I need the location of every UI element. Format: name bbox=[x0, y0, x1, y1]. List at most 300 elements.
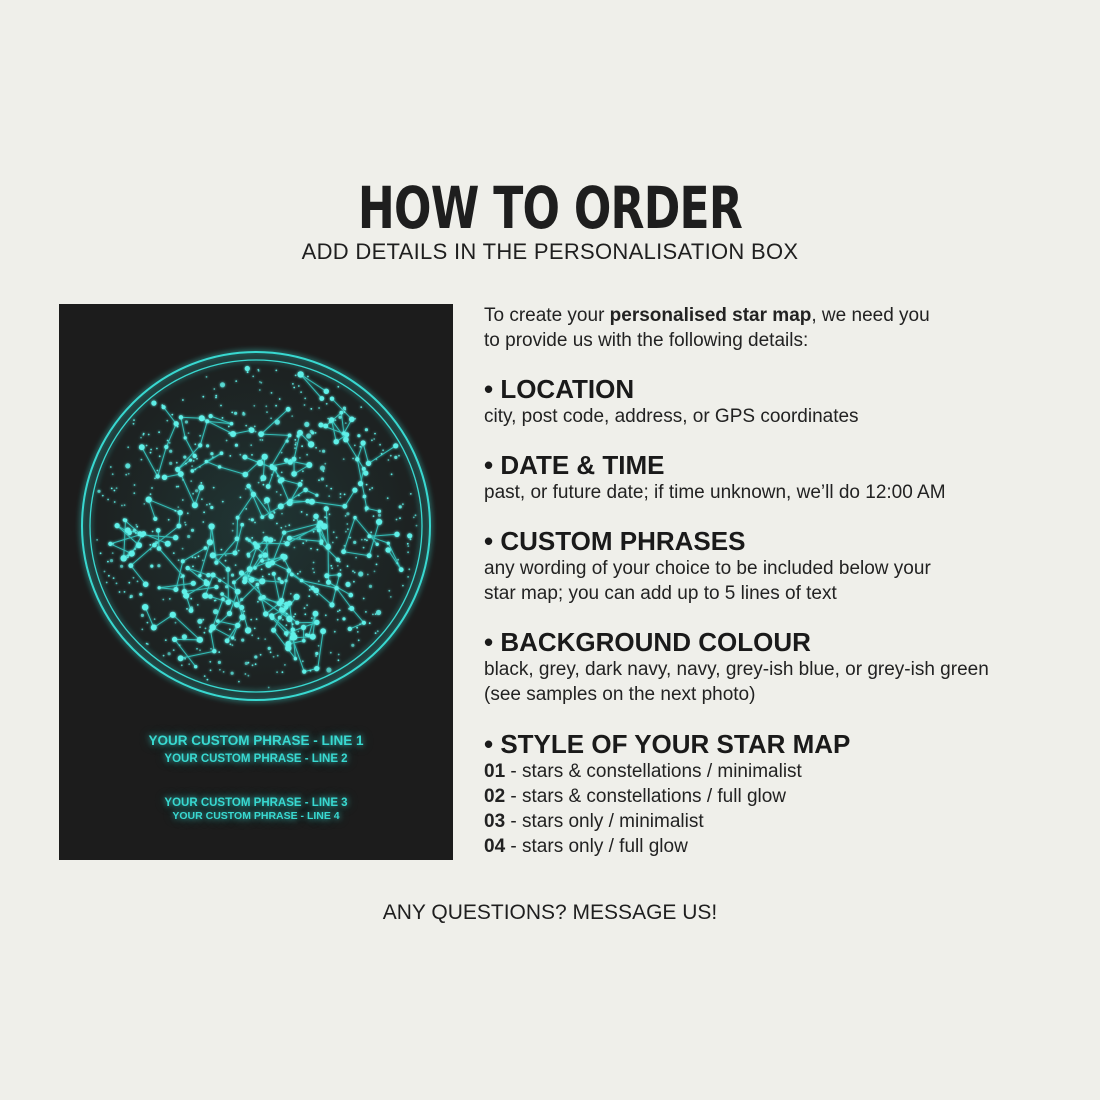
star bbox=[140, 437, 142, 439]
star bbox=[277, 655, 279, 657]
star bbox=[187, 535, 190, 538]
constellation-star bbox=[186, 566, 190, 570]
star bbox=[399, 517, 401, 519]
star bbox=[173, 552, 175, 554]
star bbox=[415, 514, 417, 516]
star bbox=[330, 488, 332, 490]
star bbox=[124, 504, 126, 506]
star bbox=[235, 444, 238, 447]
star bbox=[319, 450, 321, 452]
constellation-star bbox=[182, 574, 185, 577]
star bbox=[330, 565, 332, 567]
intro-text bbox=[484, 303, 1084, 353]
constellation-star bbox=[246, 484, 251, 489]
star bbox=[186, 608, 188, 610]
constellation-star bbox=[191, 581, 196, 586]
constellation-star bbox=[221, 597, 225, 601]
star bbox=[254, 426, 256, 428]
star bbox=[111, 488, 113, 490]
star bbox=[199, 649, 201, 651]
star bbox=[376, 564, 378, 566]
star bbox=[251, 454, 253, 456]
constellation-star bbox=[172, 637, 177, 642]
star bbox=[327, 418, 329, 420]
star bbox=[146, 445, 148, 447]
star bbox=[288, 524, 290, 526]
star bbox=[190, 480, 192, 482]
constellation-star bbox=[242, 455, 247, 460]
constellation-star bbox=[310, 634, 316, 640]
star bbox=[347, 528, 349, 530]
star bbox=[185, 420, 188, 423]
star bbox=[114, 490, 116, 492]
constellation-star bbox=[270, 560, 275, 565]
style-option bbox=[484, 809, 1084, 834]
star bbox=[137, 581, 139, 583]
constellation-star bbox=[142, 604, 148, 610]
constellation-star bbox=[318, 423, 323, 428]
star bbox=[245, 425, 247, 427]
constellation-star bbox=[156, 474, 160, 478]
star bbox=[337, 565, 339, 567]
star bbox=[304, 398, 306, 400]
style-option bbox=[484, 784, 1084, 809]
star bbox=[112, 543, 114, 545]
star bbox=[283, 560, 285, 562]
star bbox=[304, 422, 309, 427]
constellation-star bbox=[158, 586, 161, 589]
constellation-star bbox=[240, 523, 244, 527]
constellation-star bbox=[194, 665, 197, 668]
star bbox=[310, 408, 312, 410]
constellation-star bbox=[279, 607, 284, 612]
star bbox=[375, 632, 377, 634]
constellation-star bbox=[108, 542, 112, 546]
constellation-star bbox=[315, 494, 318, 497]
star bbox=[396, 562, 398, 564]
star bbox=[408, 568, 410, 570]
star bbox=[281, 452, 283, 454]
star bbox=[258, 482, 260, 484]
star bbox=[280, 494, 282, 496]
constellation-star bbox=[253, 541, 257, 545]
constellation-star bbox=[192, 502, 198, 508]
star bbox=[311, 431, 314, 434]
style-option-text: - stars & constellations / minimalist bbox=[505, 761, 802, 782]
constellation-star bbox=[353, 516, 356, 519]
star bbox=[133, 577, 135, 579]
star bbox=[194, 557, 196, 559]
star bbox=[130, 597, 132, 599]
constellation-star bbox=[334, 586, 338, 590]
star bbox=[371, 487, 373, 489]
star-map-poster bbox=[59, 304, 453, 860]
constellation-star bbox=[263, 552, 268, 557]
star bbox=[245, 673, 247, 675]
star bbox=[275, 405, 277, 407]
star bbox=[286, 440, 289, 443]
star bbox=[270, 417, 272, 419]
star bbox=[356, 627, 358, 629]
star bbox=[276, 523, 278, 525]
star bbox=[108, 575, 110, 577]
intro-emphasis: personalised star map bbox=[609, 305, 812, 326]
constellation-star bbox=[260, 515, 264, 519]
star bbox=[268, 558, 270, 560]
star bbox=[218, 651, 220, 653]
star bbox=[297, 631, 299, 633]
star bbox=[222, 501, 224, 503]
constellation-star bbox=[199, 415, 205, 421]
star bbox=[297, 573, 299, 575]
style-option-text: - stars & constellations / full glow bbox=[505, 786, 787, 807]
star bbox=[252, 664, 254, 666]
star bbox=[222, 417, 224, 419]
star bbox=[291, 415, 293, 417]
constellation-star bbox=[260, 475, 266, 481]
star bbox=[135, 524, 137, 526]
star bbox=[295, 442, 297, 444]
star bbox=[245, 508, 247, 510]
star bbox=[240, 497, 242, 499]
star bbox=[270, 651, 272, 653]
star bbox=[367, 574, 369, 576]
date-time-section bbox=[484, 450, 1084, 505]
star bbox=[196, 458, 198, 460]
star bbox=[390, 455, 392, 457]
star bbox=[202, 560, 204, 562]
constellation-star bbox=[210, 624, 216, 630]
star bbox=[396, 519, 398, 521]
star bbox=[381, 453, 383, 455]
custom-phrases-heading: • CUSTOM PHRASES bbox=[484, 526, 746, 556]
star bbox=[284, 664, 286, 666]
constellation-star bbox=[153, 517, 157, 521]
star bbox=[304, 613, 306, 615]
constellation-star bbox=[342, 504, 347, 509]
star bbox=[168, 652, 171, 655]
star bbox=[223, 671, 225, 673]
star bbox=[301, 480, 303, 482]
star bbox=[193, 460, 195, 462]
star bbox=[96, 539, 98, 541]
star bbox=[250, 619, 252, 621]
star bbox=[299, 571, 301, 573]
star bbox=[344, 411, 346, 413]
constellation-star bbox=[253, 566, 257, 570]
constellation-star bbox=[337, 573, 341, 577]
star bbox=[352, 458, 354, 460]
constellation-star bbox=[249, 577, 255, 583]
star bbox=[215, 397, 217, 399]
star bbox=[344, 494, 346, 496]
constellation-star bbox=[348, 627, 352, 631]
constellation-star bbox=[151, 625, 157, 631]
constellation-star bbox=[260, 559, 264, 563]
star bbox=[271, 474, 273, 476]
constellation-star bbox=[282, 531, 286, 535]
star bbox=[310, 548, 312, 550]
star bbox=[345, 422, 347, 424]
custom-phrases-section bbox=[484, 526, 1084, 606]
star bbox=[330, 652, 332, 654]
star bbox=[293, 387, 295, 389]
star bbox=[169, 462, 172, 465]
star bbox=[311, 617, 313, 619]
constellation-star bbox=[320, 628, 326, 634]
star bbox=[366, 539, 368, 541]
star bbox=[358, 639, 360, 641]
star bbox=[259, 439, 261, 441]
star bbox=[127, 555, 129, 557]
star bbox=[349, 537, 351, 539]
constellation-star bbox=[204, 580, 210, 586]
star bbox=[377, 555, 379, 557]
star bbox=[238, 681, 240, 683]
star bbox=[209, 661, 211, 663]
constellation-star bbox=[259, 578, 265, 584]
star bbox=[318, 407, 320, 409]
star bbox=[315, 655, 317, 657]
star bbox=[191, 465, 193, 467]
star bbox=[251, 634, 253, 636]
star bbox=[182, 548, 184, 550]
star bbox=[337, 386, 339, 388]
star bbox=[146, 643, 148, 645]
intro-line-1 bbox=[484, 303, 1084, 328]
star-map-illustration bbox=[59, 304, 453, 860]
star bbox=[159, 455, 161, 457]
constellation-star bbox=[216, 619, 220, 623]
star bbox=[261, 569, 263, 571]
constellation-star bbox=[235, 537, 240, 542]
star bbox=[340, 569, 342, 571]
star bbox=[306, 540, 308, 542]
star bbox=[220, 405, 222, 407]
star bbox=[322, 450, 325, 453]
star bbox=[141, 459, 143, 461]
star bbox=[196, 648, 198, 650]
constellation-star bbox=[349, 606, 354, 611]
constellation-star bbox=[320, 539, 324, 543]
star bbox=[338, 654, 340, 656]
constellation-star bbox=[349, 593, 354, 598]
constellation-star bbox=[316, 524, 320, 528]
constellation-star bbox=[365, 506, 369, 510]
star bbox=[262, 439, 264, 441]
constellation-star bbox=[232, 581, 236, 585]
constellation-star bbox=[278, 616, 282, 620]
star bbox=[306, 604, 308, 606]
star bbox=[388, 459, 390, 461]
constellation-star bbox=[367, 553, 372, 558]
constellation-star bbox=[139, 444, 145, 450]
constellation-star bbox=[239, 605, 244, 610]
constellation-star bbox=[309, 499, 315, 505]
star bbox=[202, 396, 204, 398]
star bbox=[294, 613, 296, 615]
style-option-number: 03 bbox=[484, 811, 506, 832]
constellation-star bbox=[204, 546, 208, 550]
constellation-star bbox=[243, 576, 248, 581]
star bbox=[162, 599, 164, 601]
constellation-star bbox=[262, 595, 266, 599]
constellation-star bbox=[235, 589, 241, 595]
constellation-star bbox=[287, 601, 292, 606]
star bbox=[192, 556, 194, 558]
star bbox=[251, 518, 254, 521]
constellation-star bbox=[191, 469, 195, 473]
constellation-star bbox=[385, 547, 390, 552]
constellation-star bbox=[236, 516, 240, 520]
style-option bbox=[484, 759, 1084, 784]
star bbox=[204, 675, 206, 677]
constellation-star bbox=[303, 488, 308, 493]
star bbox=[320, 466, 325, 471]
star bbox=[150, 452, 152, 454]
constellation-star bbox=[289, 499, 293, 503]
star bbox=[263, 532, 265, 534]
star bbox=[387, 497, 389, 499]
custom-phrase-line-4: YOUR CUSTOM PHRASE - LINE 4 bbox=[172, 810, 340, 822]
constellation-star bbox=[209, 414, 213, 418]
star bbox=[361, 539, 363, 541]
constellation-star bbox=[313, 514, 318, 519]
star bbox=[139, 593, 142, 596]
star bbox=[295, 375, 297, 377]
star bbox=[343, 458, 345, 460]
star bbox=[231, 412, 233, 414]
constellation-star bbox=[245, 627, 251, 633]
star bbox=[232, 530, 234, 532]
constellation-star bbox=[362, 621, 366, 625]
star bbox=[306, 514, 308, 516]
star bbox=[338, 659, 340, 661]
star bbox=[226, 440, 228, 442]
constellation-star bbox=[247, 553, 251, 557]
star bbox=[286, 613, 288, 615]
star bbox=[259, 381, 261, 383]
constellation-star bbox=[218, 465, 221, 468]
constellation-star bbox=[290, 573, 294, 577]
star bbox=[188, 432, 190, 434]
star bbox=[313, 531, 315, 533]
star bbox=[337, 619, 339, 621]
star bbox=[173, 649, 175, 651]
star bbox=[114, 501, 116, 503]
star bbox=[286, 624, 288, 626]
constellation-star bbox=[270, 465, 275, 470]
star bbox=[376, 610, 381, 615]
star bbox=[273, 656, 275, 658]
sky-disc bbox=[84, 354, 428, 698]
constellation-star bbox=[330, 397, 334, 401]
star bbox=[382, 449, 384, 451]
background-colour-description-line-1: black, grey, dark navy, navy, grey-ish blue, or grey-ish green bbox=[484, 659, 989, 680]
star bbox=[213, 388, 215, 390]
star bbox=[358, 571, 363, 576]
star bbox=[168, 519, 170, 521]
star bbox=[207, 679, 209, 681]
constellation-star bbox=[220, 592, 224, 596]
star bbox=[360, 406, 362, 408]
star bbox=[206, 504, 208, 506]
constellation-star bbox=[361, 440, 366, 445]
constellation-star bbox=[314, 620, 319, 625]
star bbox=[271, 392, 273, 394]
star bbox=[185, 463, 187, 465]
star bbox=[181, 664, 183, 666]
star bbox=[326, 517, 328, 519]
star bbox=[323, 470, 325, 472]
constellation-star bbox=[212, 649, 216, 653]
star bbox=[353, 581, 355, 583]
star bbox=[250, 444, 252, 446]
star bbox=[235, 380, 237, 382]
star bbox=[135, 532, 137, 534]
constellation-star bbox=[164, 445, 168, 449]
background-colour-section bbox=[484, 627, 1084, 707]
constellation-star bbox=[292, 457, 297, 462]
star bbox=[157, 470, 159, 472]
star bbox=[121, 505, 123, 507]
star bbox=[165, 639, 167, 641]
constellation-star bbox=[285, 645, 291, 651]
constellation-star bbox=[162, 475, 167, 480]
constellation-star bbox=[284, 458, 288, 462]
star bbox=[110, 466, 112, 468]
star bbox=[214, 600, 216, 602]
star bbox=[150, 449, 152, 451]
star bbox=[369, 622, 371, 624]
star bbox=[317, 549, 319, 551]
star bbox=[232, 523, 234, 525]
star bbox=[254, 628, 256, 630]
constellation-star bbox=[277, 601, 282, 606]
constellation-star bbox=[251, 492, 256, 497]
star bbox=[184, 658, 186, 660]
star bbox=[346, 523, 348, 525]
constellation-star bbox=[324, 573, 329, 578]
star bbox=[177, 506, 179, 508]
custom-phrases-description-line-2: star map; you can add up to 5 lines of text bbox=[484, 583, 837, 604]
constellation-star bbox=[362, 467, 366, 471]
star bbox=[304, 404, 306, 406]
star bbox=[191, 529, 194, 532]
star bbox=[313, 519, 315, 521]
star bbox=[402, 503, 404, 505]
star bbox=[200, 482, 202, 484]
star bbox=[294, 439, 296, 441]
star bbox=[312, 568, 314, 570]
star bbox=[255, 431, 257, 433]
star bbox=[369, 489, 371, 491]
star bbox=[365, 428, 368, 431]
constellation-star bbox=[302, 639, 306, 643]
constellation-star bbox=[376, 543, 379, 546]
constellation-star bbox=[184, 436, 187, 439]
star bbox=[318, 479, 320, 481]
constellation-star bbox=[341, 549, 346, 554]
star bbox=[407, 576, 409, 578]
constellation-star bbox=[259, 554, 263, 558]
star bbox=[171, 414, 173, 416]
star bbox=[379, 444, 381, 446]
constellation-star bbox=[210, 552, 216, 558]
star bbox=[302, 542, 304, 544]
style-option-number: 01 bbox=[484, 761, 506, 782]
star bbox=[276, 491, 278, 493]
